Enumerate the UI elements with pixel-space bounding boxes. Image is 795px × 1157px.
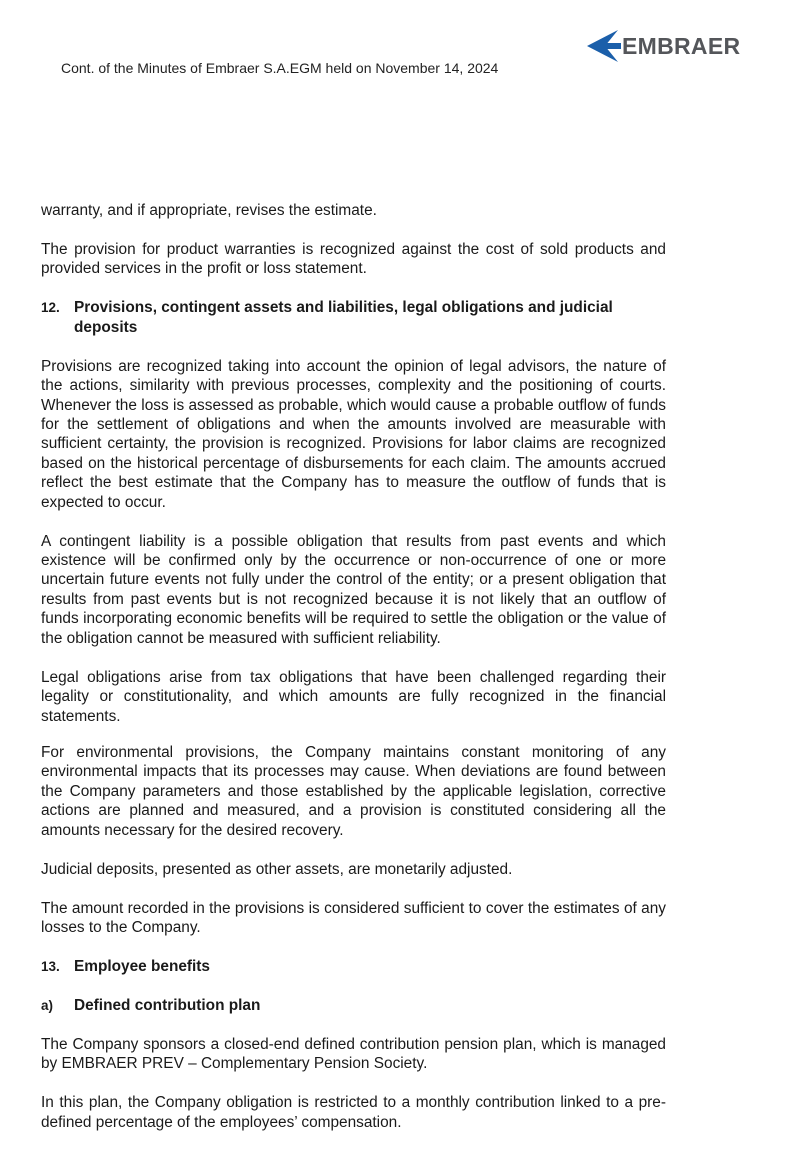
paragraph-warranty-end: warranty, and if appropriate, revises the estimate. [41,202,377,219]
section-13-heading [41,957,666,976]
section-12-paragraph: A contingent liability is a possible obligation that results from past events and which existence will be confirmed only by the occurrence or non-occurrence of one or more uncertain future events not fully under the control of the entity; or a present obligation that results from past events but is not recognized because it is not likely that an outflow of funds incorporating economic benefits will be required to settle the obligation or the value of the obligation cannot be measured with sufficient reliability. [41,532,666,647]
section-12-heading [41,298,666,337]
section-12-title: Provisions, contingent assets and liabilities, legal obligations and judicial deposits [74,299,613,336]
section-12-number: 12. [41,300,60,316]
section-12-paragraph: Legal obligations arise from tax obligations that have been challenged regarding their legality or constitutionality, and which amounts are fully recognized in the financial statements. [41,668,666,725]
section-12-paragraph: The amount recorded in the provisions is considered sufficient to cover the estimates of any losses to the Company. [41,899,666,936]
section-13-number: 13. [41,958,60,974]
section-12-paragraph: Provisions are recognized taking into account the opinion of legal advisors, the nature of the actions, similarity with previous processes, complexity and the positioning of courts. Whenever the loss is assessed as probable, which would cause a probable outflow of funds for the settlement of obligations and when the amounts involved are measurable with sufficient certainty, the provision is recognized. Provisions for labor claims are recognized based on the historical percentage of disbursements for each claim. The amounts accrued reflect the best estimate that the Company has to measure the outflow of funds that is expected to occur. [41,357,666,511]
section-12-paragraph: For environmental provisions, the Company maintains constant monitoring of any environmental impacts that its processes may cause. When deviations are found between the Company parameters and those established by the applicable legislation, corrective actions are planned and measured, and a provision is constituted considering all the amounts necessary for the desired recovery. [41,743,666,839]
section-13-title: Employee benefits [74,957,210,975]
subsection-a-paragraph: In this plan, the Company obligation is restricted to a monthly contribution linked to a pre-defined percentage of the employees’ compensation. [41,1094,666,1131]
subsection-a-number: a) [41,997,54,1013]
subsection-a-paragraph: The Company sponsors a closed-end defined contribution pension plan, which is managed by EMBRAER PREV – Complementary Pension Society. [41,1035,666,1073]
embraer-logo [585,28,740,64]
logo-wordmark: EMBRAER [622,32,741,59]
subsection-a-heading [41,996,666,1015]
paragraph-product-warranties: The provision for product warranties is recognized against the cost of sold products and provided services in the profit or loss statement. [41,241,666,278]
section-12-paragraph: Judicial deposits, presented as other assets, are monetarily adjusted. [41,860,513,878]
subsection-a-title: Defined contribution plan [74,996,261,1014]
embraer-arrow-icon [585,28,621,64]
page-header-text: Cont. of the Minutes of Embraer S.A.EGM held on November 14, 2024 [61,60,499,76]
main-content [41,201,666,1132]
